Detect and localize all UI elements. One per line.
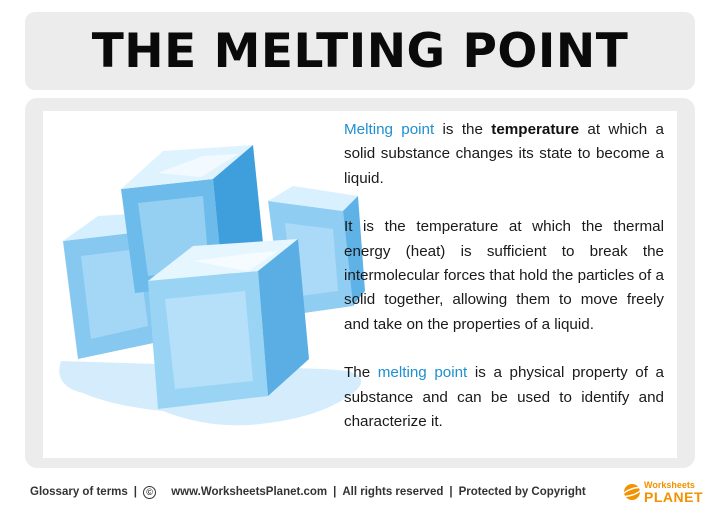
rights-label: All rights reserved	[342, 486, 444, 498]
planet-icon	[622, 482, 642, 502]
bold-term: temperature	[491, 121, 580, 138]
text-span: is a physical property of a substance and can be used to identify and characterize it.	[344, 364, 664, 431]
worksheets-planet-logo	[622, 480, 702, 504]
copyright-icon: ©	[143, 486, 156, 499]
ice-cubes-illustration	[53, 131, 373, 441]
text-span: at which a solid substance changes its state to become a liquid.	[344, 121, 664, 187]
glossary-label: Glossary of terms	[30, 486, 128, 498]
footer	[30, 480, 710, 504]
separator: |	[333, 486, 337, 498]
title-bar	[25, 12, 695, 90]
protected-label: Protected by Copyright	[458, 486, 586, 498]
highlight-term: melting point	[377, 364, 468, 382]
definition-text	[344, 118, 664, 458]
separator: |	[449, 486, 453, 498]
page-title: THE MELTING POINT	[91, 23, 629, 79]
paragraph-3	[344, 361, 664, 434]
separator	[162, 486, 165, 498]
logo-line2: PLANET	[644, 489, 703, 505]
paragraph-2: It is the temperature at which the thermal energy (heat) is sufficient to break the intermolecular forces that hold the particles of a solid together, allowing them to move freely and take on the properties of a liquid.	[344, 218, 664, 333]
text-span: is the	[434, 121, 492, 138]
logo-line1: Worksheets	[644, 480, 695, 490]
text-span: The	[344, 364, 378, 382]
separator: |	[133, 486, 138, 498]
highlight-term: Melting point	[344, 121, 435, 138]
paragraph-1	[344, 118, 664, 191]
content-panel	[43, 111, 677, 458]
website-link[interactable]: www.WorksheetsPlanet.com	[171, 486, 328, 498]
